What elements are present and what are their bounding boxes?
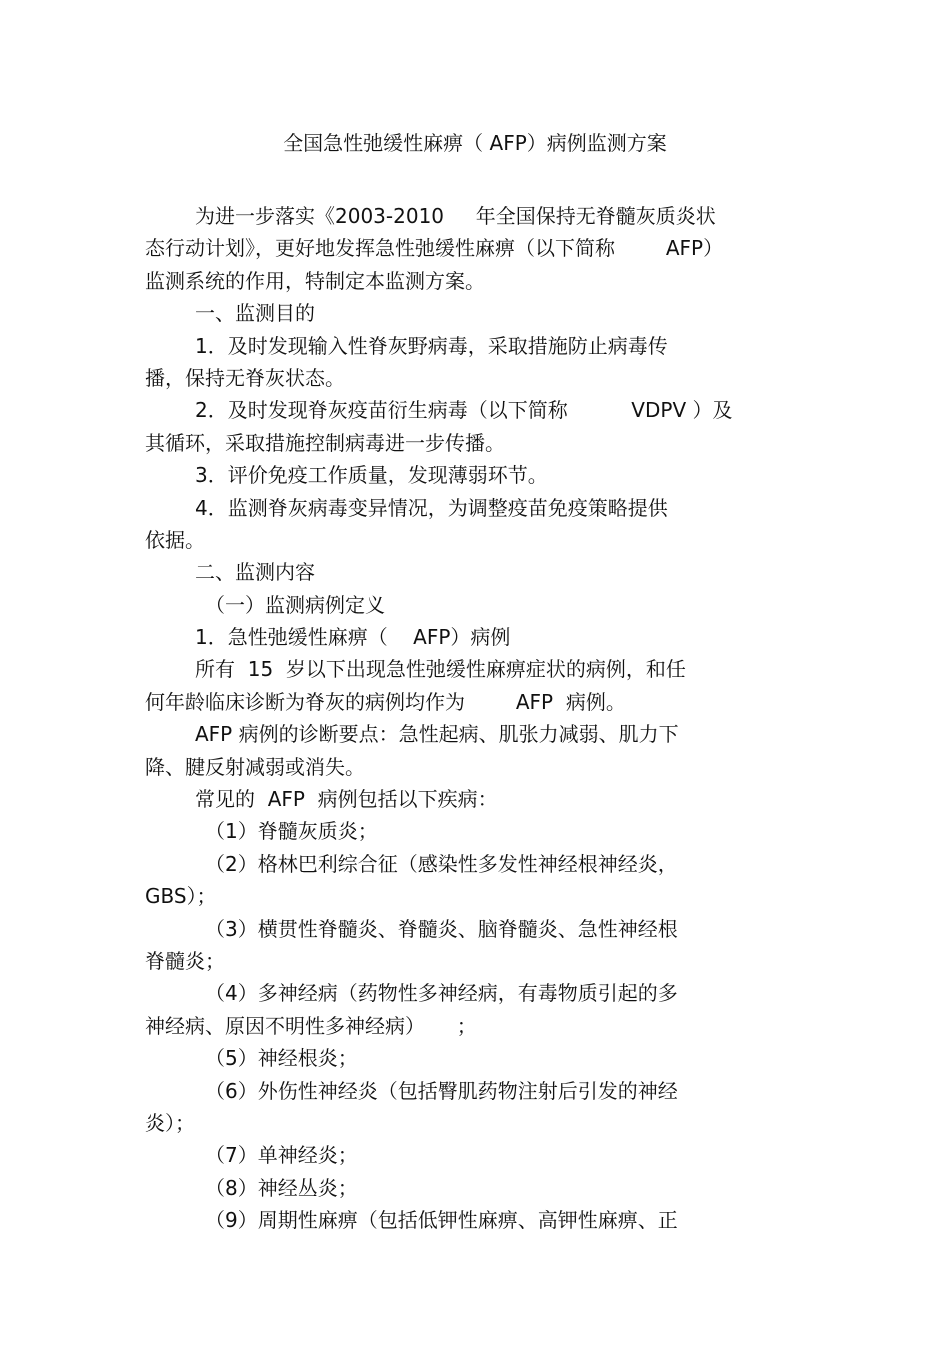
paragraph-line: （7）单神经炎；: [205, 1143, 358, 1168]
paragraph-line: 监测系统的作用，特制定本监测方案。: [145, 268, 485, 293]
paragraph-line: 所有 15 岁以下出现急性弛缓性麻痹症状的病例，和任: [195, 657, 686, 682]
paragraph-line: （5）神经根炎；: [205, 1046, 358, 1071]
paragraph-line: （4）多神经病（药物性多神经病，有毒物质引起的多: [205, 981, 678, 1006]
paragraph-line: 播，保持无脊灰状态。: [145, 365, 345, 390]
paragraph-line: （一）监测病例定义: [205, 592, 385, 617]
paragraph-line: 4．监测脊灰病毒变异情况，为调整疫苗免疫策略提供: [195, 495, 668, 520]
paragraph-line: AFP 病例的诊断要点：急性起病、肌张力减弱、肌力下: [195, 722, 679, 747]
paragraph-line: 脊髓炎；: [145, 948, 225, 973]
document-title: 全国急性弛缓性麻痹（ AFP）病例监测方案: [283, 131, 667, 155]
paragraph-line: 降、腱反射减弱或消失。: [145, 754, 365, 779]
paragraph-line: GBS）；: [145, 884, 217, 909]
paragraph-line: （2）格林巴利综合征（感染性多发性神经根神经炎，: [205, 851, 678, 876]
paragraph-line: 一、监测目的: [195, 301, 315, 326]
paragraph-line: （1）脊髓灰质炎；: [205, 819, 378, 844]
paragraph-line: 态行动计划》，更好地发挥急性弛缓性麻痹（以下简称 AFP）: [145, 236, 724, 261]
paragraph-line: （6）外伤性神经炎（包括臀肌药物注射后引发的神经: [205, 1078, 678, 1103]
paragraph-line: 1．急性弛缓性麻痹（ AFP）病例: [195, 625, 511, 650]
paragraph-line: 炎）；: [145, 1110, 195, 1135]
paragraph-line: （3）横贯性脊髓炎、脊髓炎、脑脊髓炎、急性神经根: [205, 916, 678, 941]
paragraph-line: 2．及时发现脊灰疫苗衍生病毒（以下简称 VDPV ）及: [195, 398, 733, 423]
paragraph-line: 二、监测内容: [195, 560, 315, 585]
paragraph-line: 神经病、原因不明性多神经病） ；: [145, 1013, 477, 1038]
paragraph-line: （8）神经丛炎；: [205, 1175, 358, 1200]
paragraph-line: （9）周期性麻痹（包括低钾性麻痹、高钾性麻痹、正: [205, 1208, 678, 1233]
paragraph-line: 依据。: [145, 527, 205, 552]
paragraph-line: 何年龄临床诊断为脊灰的病例均作为 AFP 病例。: [145, 689, 626, 714]
document-body: [145, 200, 815, 1237]
paragraph-line: 其循环，采取措施控制病毒进一步传播。: [145, 430, 505, 455]
paragraph-line: 3．评价免疫工作质量，发现薄弱环节。: [195, 463, 548, 488]
paragraph-line: 为进一步落实《2003-2010 年全国保持无脊髓灰质炎状: [195, 204, 716, 228]
paragraph-line: 1．及时发现输入性脊灰野病毒，采取措施防止病毒传: [195, 333, 668, 358]
paragraph-line: 常见的 AFP 病例包括以下疾病：: [195, 787, 498, 812]
